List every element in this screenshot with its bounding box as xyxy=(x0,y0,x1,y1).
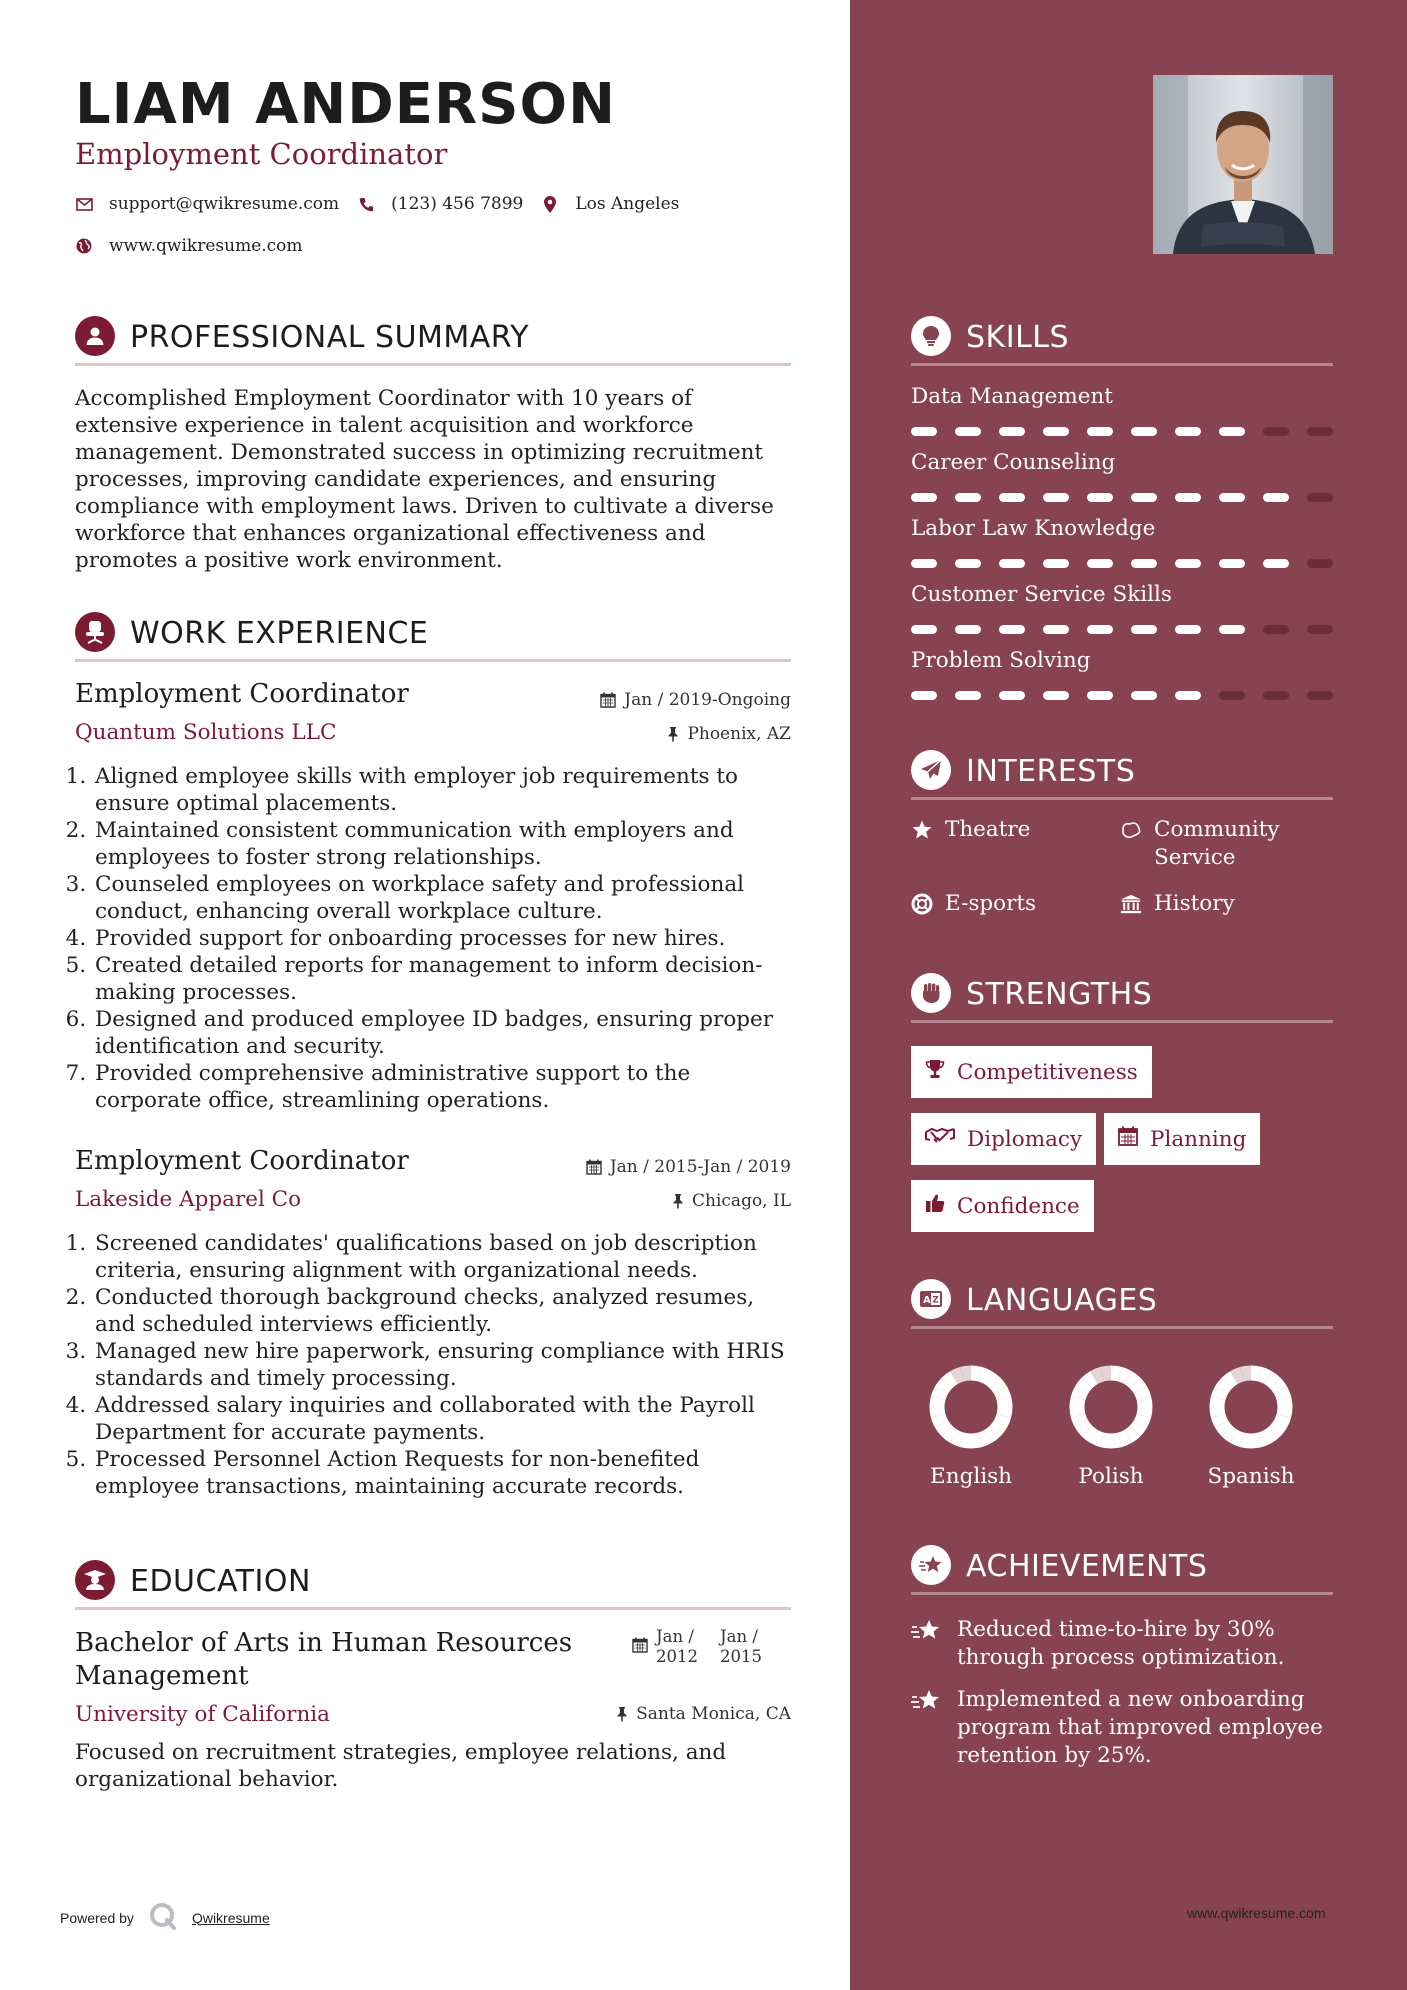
language-ring-filled xyxy=(1102,1440,1111,1441)
language-ring-filled xyxy=(995,1383,1000,1390)
pushpin-icon xyxy=(616,1706,628,1722)
achievements-section-header xyxy=(911,1545,1333,1595)
language-ring-filled xyxy=(962,1440,971,1441)
language-ring-filled xyxy=(1082,1424,1087,1431)
qwikresume-link[interactable]: Qwikresume xyxy=(191,1909,270,1926)
language-ring-filled xyxy=(1275,1383,1280,1390)
language-ring-filled xyxy=(1140,1390,1143,1398)
education-end-month: Jan / xyxy=(720,1627,758,1646)
duty-item: 3. Counseled employees on workplace safety and professional conduct, enhancing overall workplace culture. xyxy=(93,871,792,925)
office-chair-icon xyxy=(75,612,115,652)
skills-section-header xyxy=(911,316,1333,366)
skill-dash-filled xyxy=(1043,559,1069,568)
language-ring-filled xyxy=(1268,1378,1275,1383)
skill-dash-filled xyxy=(911,691,937,700)
skill-dash-filled xyxy=(1131,625,1157,634)
candidate-title: Employment Coordinator xyxy=(75,137,448,171)
language-ring-filled xyxy=(995,1424,1000,1431)
interest-label: Community Service xyxy=(1154,817,1280,870)
pushpin-icon xyxy=(667,726,679,742)
language-ring-filled xyxy=(1227,1431,1234,1436)
language-ring-filled xyxy=(938,1390,941,1398)
language-ring-filled xyxy=(1128,1378,1135,1383)
footer-website[interactable]: www.qwikresume.com xyxy=(1187,1905,1326,1921)
skill-dash-filled xyxy=(1087,625,1113,634)
language-ring-filled xyxy=(1227,1378,1234,1383)
education-description: Focused on recruitment strategies, employee relations, and organizational behavior. xyxy=(75,1740,727,1792)
calendar-icon xyxy=(600,692,616,708)
language-item xyxy=(1051,1362,1171,1489)
job-duties xyxy=(70,1230,792,1500)
skill-dash-empty xyxy=(1263,691,1289,700)
skill-dash-filled xyxy=(1043,427,1069,436)
skill-dash-filled xyxy=(1219,625,1245,634)
powered-by-label: Powered by xyxy=(60,1909,134,1926)
language-ring-filled xyxy=(1217,1398,1218,1407)
language-ring-empty xyxy=(1094,1374,1102,1377)
strengths-section-header xyxy=(911,973,1333,1023)
degree-title: Bachelor of Arts in Human Resources Management xyxy=(75,1628,573,1691)
interest-item xyxy=(1120,816,1290,872)
profile-photo xyxy=(1153,75,1333,254)
education-date xyxy=(632,1627,762,1667)
strength-label: Planning xyxy=(1150,1126,1247,1152)
qwikresume-logo xyxy=(148,1901,178,1934)
language-ring-filled xyxy=(947,1431,954,1436)
language-ring-filled xyxy=(1004,1398,1005,1407)
language-ring-filled xyxy=(1268,1431,1275,1436)
skill-dash-filled xyxy=(1131,427,1157,436)
skill-name: Labor Law Knowledge xyxy=(911,516,1156,541)
duty-item: 6. Designed and produced employee ID badges, ensuring proper identification and security. xyxy=(93,1006,792,1060)
duty-item: 3. Managed new hire paperwork, ensuring compliance with HRIS standards and timely processing. xyxy=(93,1338,792,1392)
skill-dash-filled xyxy=(955,625,981,634)
skill-dash-empty xyxy=(1307,493,1333,502)
duty-item: 5. Created detailed reports for management to inform decision-making processes. xyxy=(93,952,792,1006)
calendar-icon xyxy=(632,1637,648,1667)
job-location xyxy=(672,1191,791,1211)
skill-item xyxy=(911,384,1333,436)
skill-dash-empty xyxy=(1307,625,1333,634)
phone-icon xyxy=(357,195,375,213)
interest-item xyxy=(911,890,1036,918)
svg-text:A: A xyxy=(923,1295,931,1306)
thumbs-up-icon xyxy=(925,1193,945,1219)
contact-website[interactable]: www.qwikresume.com xyxy=(109,236,303,256)
education-start-year: 2012 xyxy=(656,1647,698,1666)
language-ring-filled xyxy=(1111,1373,1120,1374)
museum-icon xyxy=(1120,890,1142,918)
skill-dash-filled xyxy=(955,691,981,700)
skill-dash-filled xyxy=(1263,493,1289,502)
language-ring-filled xyxy=(1218,1416,1221,1424)
skill-name: Customer Service Skills xyxy=(911,582,1172,607)
duty-item: 1. Screened candidates' qualifications based on job description criteria, ensuring alignment with organizational needs. xyxy=(93,1230,792,1284)
achievement-item xyxy=(911,1686,1333,1770)
language-ring-filled xyxy=(1000,1416,1003,1424)
language-ring-filled xyxy=(1217,1407,1218,1416)
website-row xyxy=(75,236,321,256)
star-badge-icon xyxy=(911,1616,941,1644)
strength-tag xyxy=(1104,1113,1260,1165)
language-ring-filled xyxy=(942,1383,947,1390)
translate-icon xyxy=(911,1279,951,1319)
skill-rating xyxy=(911,559,1333,568)
language-ring-filled xyxy=(980,1436,988,1439)
language-ring-filled xyxy=(1234,1436,1242,1439)
strength-tag xyxy=(911,1180,1094,1232)
skill-name: Career Counseling xyxy=(911,450,1116,475)
duty-item: 7. Provided comprehensive administrative support to the corporate office, streamlining operations. xyxy=(93,1060,792,1114)
language-ring xyxy=(1206,1362,1296,1452)
job-location-text: Chicago, IL xyxy=(692,1191,791,1211)
contact-phone[interactable]: (123) 456 7899 xyxy=(391,194,524,214)
interest-label: History xyxy=(1154,891,1235,916)
job-title: Employment Coordinator xyxy=(75,1146,409,1176)
powered-by xyxy=(60,1901,270,1934)
language-ring-filled xyxy=(947,1378,954,1383)
star-badge-icon xyxy=(911,1686,941,1714)
skill-dash-filled xyxy=(1087,559,1113,568)
graduate-icon xyxy=(75,1560,115,1600)
job-date-text: Jan / 2019-Ongoing xyxy=(624,690,791,710)
skill-dash-filled xyxy=(1219,493,1245,502)
skill-dash-filled xyxy=(911,427,937,436)
achievement-text: Implemented a new onboarding program that improved employee retention by 25%. xyxy=(957,1687,1323,1768)
hand-icon xyxy=(1120,816,1142,844)
interests-section-header xyxy=(911,750,1333,800)
school-name: University of California xyxy=(75,1702,330,1727)
interest-label: E-sports xyxy=(945,891,1037,916)
education-start-month: Jan / xyxy=(656,1627,694,1646)
language-ring-filled xyxy=(1087,1378,1094,1383)
skill-dash-filled xyxy=(1043,691,1069,700)
job-location xyxy=(667,724,791,744)
strength-label: Confidence xyxy=(957,1193,1080,1219)
job-date xyxy=(586,1157,791,1177)
svg-text:Z: Z xyxy=(932,1295,939,1306)
education-heading: EDUCATION xyxy=(130,1564,311,1599)
language-ring-filled xyxy=(1144,1407,1145,1416)
trophy-icon xyxy=(925,1059,945,1085)
achievement-item xyxy=(911,1616,1333,1672)
language-name: Spanish xyxy=(1207,1464,1295,1489)
interests-heading: INTERESTS xyxy=(966,754,1136,789)
skill-dash-filled xyxy=(955,427,981,436)
skill-dash-filled xyxy=(955,559,981,568)
language-name: Polish xyxy=(1078,1464,1144,1489)
strengths-heading: STRENGTHS xyxy=(966,977,1153,1012)
job-company: Quantum Solutions LLC xyxy=(75,720,337,745)
language-ring xyxy=(926,1362,1016,1452)
language-ring-filled xyxy=(938,1416,941,1424)
language-ring-filled xyxy=(1128,1431,1135,1436)
skill-dash-empty xyxy=(1307,427,1333,436)
language-ring-filled xyxy=(1135,1424,1140,1431)
language-ring-filled xyxy=(1260,1374,1268,1377)
skill-item xyxy=(911,450,1333,502)
language-ring-filled xyxy=(1275,1424,1280,1431)
language-ring-empty xyxy=(962,1373,971,1374)
skill-rating xyxy=(911,625,1333,634)
candidate-name: LIAM ANDERSON xyxy=(75,72,616,137)
job-company: Lakeside Apparel Co xyxy=(75,1187,302,1212)
lifebuoy-icon xyxy=(911,890,933,918)
language-ring-filled xyxy=(1000,1390,1003,1398)
language-ring-filled xyxy=(1242,1440,1251,1441)
star-badge-icon xyxy=(911,1545,951,1585)
envelope-icon xyxy=(75,195,93,213)
language-ring-filled xyxy=(1218,1390,1221,1398)
language-item xyxy=(1191,1362,1311,1489)
duty-item: 4. Addressed salary inquiries and collaborated with the Payroll Department for accurate payments. xyxy=(93,1392,792,1446)
contact-row xyxy=(75,194,697,214)
language-ring-filled xyxy=(1222,1424,1227,1431)
language-ring xyxy=(1066,1362,1156,1452)
skill-dash-filled xyxy=(1043,493,1069,502)
language-ring-filled xyxy=(954,1436,962,1439)
skill-item xyxy=(911,582,1333,634)
skill-dash-filled xyxy=(1087,493,1113,502)
language-ring-filled xyxy=(942,1424,947,1431)
language-ring-filled xyxy=(1222,1383,1227,1390)
duty-item: 5. Processed Personnel Action Requests for non-benefited employee transactions, maintaining accurate records. xyxy=(93,1446,792,1500)
skill-dash-filled xyxy=(955,493,981,502)
skill-rating xyxy=(911,427,1333,436)
skill-dash-filled xyxy=(999,493,1025,502)
language-ring-filled xyxy=(1280,1416,1283,1424)
language-ring-filled xyxy=(1004,1407,1005,1416)
duty-item: 1. Aligned employee skills with employer job requirements to ensure optimal placements. xyxy=(93,763,792,817)
language-ring-filled xyxy=(988,1431,995,1436)
language-ring-filled xyxy=(980,1374,988,1377)
language-ring-filled xyxy=(1077,1407,1078,1416)
education-start xyxy=(656,1627,698,1667)
achievements-heading: ACHIEVEMENTS xyxy=(966,1549,1208,1584)
skill-dash-filled xyxy=(1131,493,1157,502)
language-ring-filled xyxy=(1135,1383,1140,1390)
language-ring-filled xyxy=(1111,1440,1120,1441)
calendar-icon xyxy=(1118,1126,1138,1152)
globe-icon xyxy=(75,237,93,255)
duty-item: 4. Provided support for onboarding processes for new hires. xyxy=(93,925,792,952)
skill-dash-filled xyxy=(1043,625,1069,634)
map-pin-icon xyxy=(541,195,559,213)
calendar-icon xyxy=(586,1159,602,1175)
languages-heading: LANGUAGES xyxy=(966,1283,1158,1318)
skill-dash-filled xyxy=(1219,427,1245,436)
job-date xyxy=(600,690,791,710)
lightbulb-icon xyxy=(911,316,951,356)
skill-dash-filled xyxy=(999,559,1025,568)
skill-dash-empty xyxy=(1307,559,1333,568)
language-ring-filled xyxy=(971,1373,980,1374)
skill-dash-filled xyxy=(1175,691,1201,700)
skill-dash-filled xyxy=(1131,691,1157,700)
language-ring-empty xyxy=(954,1374,962,1377)
education-location xyxy=(616,1704,791,1724)
fist-icon xyxy=(911,973,951,1013)
duty-item: 2. Conducted thorough background checks, analyzed resumes, and scheduled interviews efficiently. xyxy=(93,1284,792,1338)
skills-heading: SKILLS xyxy=(966,320,1070,355)
language-ring-filled xyxy=(1284,1398,1285,1407)
skill-dash-filled xyxy=(1131,559,1157,568)
skill-dash-empty xyxy=(1219,691,1245,700)
strength-tag xyxy=(911,1046,1152,1098)
skill-name: Data Management xyxy=(911,384,1113,409)
language-ring-filled xyxy=(1082,1383,1087,1390)
strength-label: Diplomacy xyxy=(967,1126,1083,1152)
star-icon xyxy=(911,816,933,844)
skill-dash-filled xyxy=(1263,559,1289,568)
skill-dash-filled xyxy=(1175,625,1201,634)
language-ring-empty xyxy=(1242,1373,1251,1374)
user-icon xyxy=(75,316,115,356)
skill-dash-filled xyxy=(999,691,1025,700)
skill-item xyxy=(911,648,1333,700)
skill-dash-filled xyxy=(911,493,937,502)
language-ring-empty xyxy=(1102,1373,1111,1374)
strength-label: Competitiveness xyxy=(957,1059,1138,1085)
skill-dash-filled xyxy=(911,559,937,568)
language-ring-filled xyxy=(1078,1416,1081,1424)
language-ring-filled xyxy=(1120,1436,1128,1439)
pushpin-icon xyxy=(672,1193,684,1209)
skill-dash-empty xyxy=(1263,427,1289,436)
language-ring-filled xyxy=(1078,1390,1081,1398)
job-location-text: Phoenix, AZ xyxy=(687,724,791,744)
contact-email[interactable]: support@qwikresume.com xyxy=(109,194,340,214)
skill-name: Problem Solving xyxy=(911,648,1091,673)
summary-section-header xyxy=(75,316,791,366)
education-end-year: 2015 xyxy=(720,1647,762,1666)
contact-location: Los Angeles xyxy=(575,194,680,214)
language-ring-filled xyxy=(1094,1436,1102,1439)
education-location-text: Santa Monica, CA xyxy=(636,1704,791,1724)
interest-item xyxy=(911,816,1030,844)
interest-item xyxy=(1120,890,1235,918)
experience-heading: WORK EXPERIENCE xyxy=(130,616,429,651)
language-ring-filled xyxy=(1284,1407,1285,1416)
language-name: English xyxy=(930,1464,1012,1489)
skill-rating xyxy=(911,691,1333,700)
job-date-text: Jan / 2015-Jan / 2019 xyxy=(609,1157,791,1177)
language-ring-filled xyxy=(1144,1398,1145,1407)
education-section-header xyxy=(75,1560,791,1610)
skill-dash-filled xyxy=(1175,493,1201,502)
skill-dash-filled xyxy=(1175,427,1201,436)
strength-tag xyxy=(911,1113,1096,1165)
job-duties xyxy=(70,763,792,1114)
language-ring-filled xyxy=(1120,1374,1128,1377)
skill-dash-filled xyxy=(999,427,1025,436)
experience-section-header xyxy=(75,612,791,662)
job-title: Employment Coordinator xyxy=(75,679,409,709)
language-ring-filled xyxy=(1280,1390,1283,1398)
language-ring-filled xyxy=(1251,1373,1260,1374)
language-ring-filled xyxy=(1087,1431,1094,1436)
language-ring-filled xyxy=(988,1378,995,1383)
skill-dash-filled xyxy=(999,625,1025,634)
language-ring-empty xyxy=(1234,1374,1242,1377)
duty-item: 2. Maintained consistent communication with employers and employees to foster strong relationships. xyxy=(93,817,792,871)
education-end xyxy=(720,1627,762,1667)
language-ring-filled xyxy=(937,1398,938,1407)
summary-text: Accomplished Employment Coordinator with 10 years of extensive experience in talent acquisition and workforce management. Demonstrated success in optimizing recruitment processes, improving candidate experiences, and ensuring compliance with employment laws. Driven to cultivate a diverse workforce that enhances organizational effectiveness and promotes a positive work environment. xyxy=(75,386,774,573)
skill-rating xyxy=(911,493,1333,502)
language-item xyxy=(911,1362,1031,1489)
language-ring-filled xyxy=(1251,1440,1260,1441)
achievement-text: Reduced time-to-hire by 30% through process optimization. xyxy=(957,1617,1285,1670)
sidebar xyxy=(850,0,1407,1990)
skill-dash-filled xyxy=(1087,691,1113,700)
language-ring-filled xyxy=(1260,1436,1268,1439)
skill-dash-filled xyxy=(1219,559,1245,568)
language-ring-filled xyxy=(971,1440,980,1441)
language-ring-filled xyxy=(937,1407,938,1416)
skill-dash-filled xyxy=(1087,427,1113,436)
languages-section-header xyxy=(911,1279,1333,1329)
paper-plane-icon xyxy=(911,750,951,790)
skill-item xyxy=(911,516,1333,568)
handshake-icon xyxy=(925,1126,955,1152)
skill-dash-filled xyxy=(1175,559,1201,568)
skill-dash-empty xyxy=(1307,691,1333,700)
summary-heading: PROFESSIONAL SUMMARY xyxy=(130,320,530,355)
language-ring-filled xyxy=(1140,1416,1143,1424)
interest-label: Theatre xyxy=(945,817,1031,842)
language-ring-filled xyxy=(1077,1398,1078,1407)
skill-dash-filled xyxy=(911,625,937,634)
skill-dash-empty xyxy=(1263,625,1289,634)
